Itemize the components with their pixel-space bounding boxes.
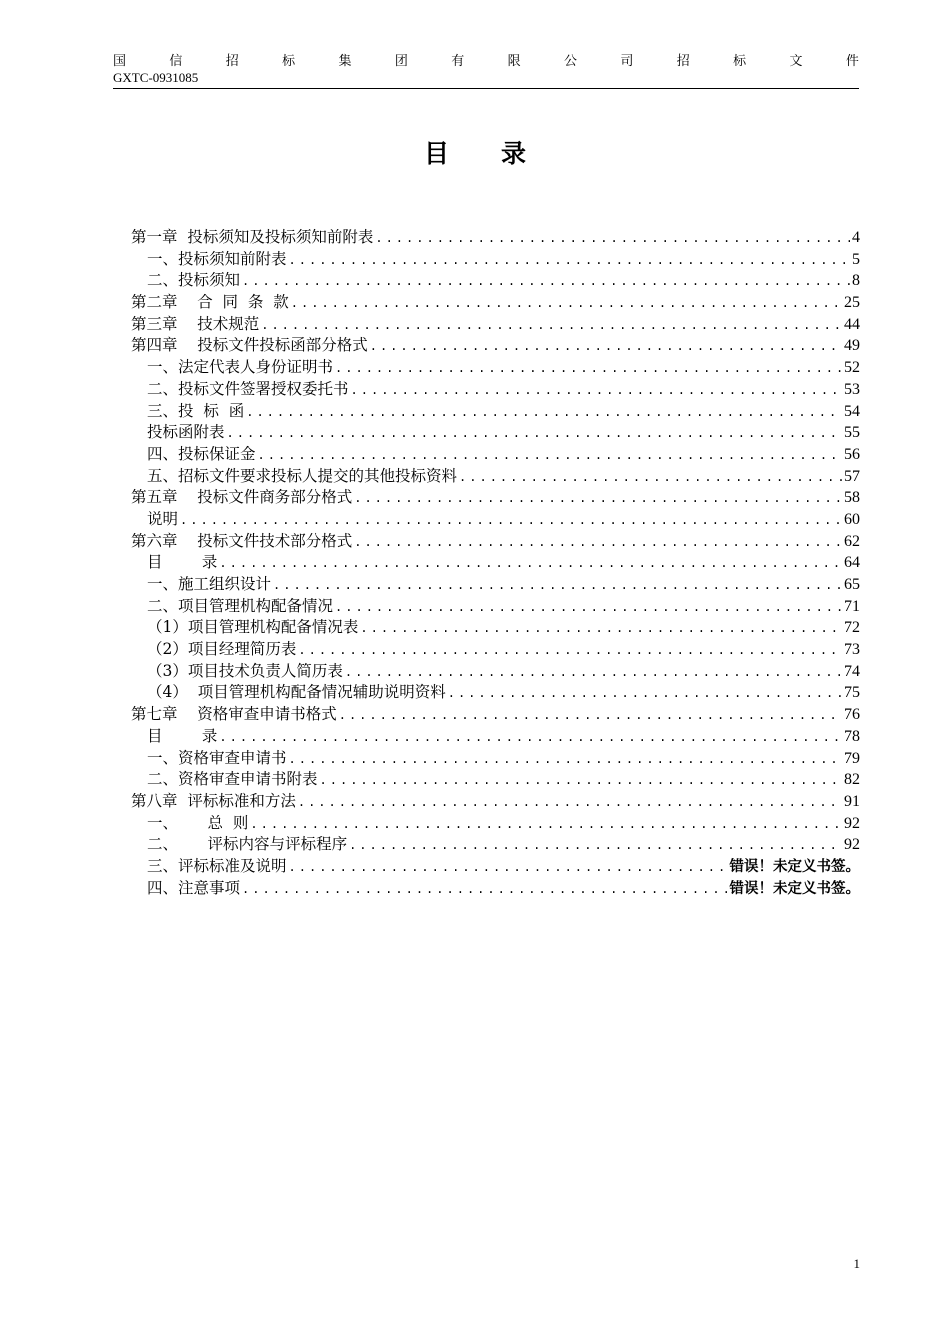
toc-page-number: 73 xyxy=(844,641,860,659)
toc-dot-leader xyxy=(354,535,842,549)
header-title-char: 国 xyxy=(113,54,127,69)
toc-page-number: 82 xyxy=(844,771,860,789)
toc-entry-title: 第一章 投标须知及投标须知前附表 xyxy=(131,228,374,246)
toc-entry-title: 一、法定代表人身份证明书 xyxy=(147,358,334,377)
toc-entry-title: （1）项目管理机构配备情况表 xyxy=(147,618,359,637)
header-title-char: 标 xyxy=(282,54,296,69)
toc-dot-leader xyxy=(180,513,842,527)
page-number: 1 xyxy=(853,1256,860,1271)
toc-entry[interactable] xyxy=(131,767,860,789)
toc-page-number: 76 xyxy=(844,706,860,724)
toc-entry[interactable] xyxy=(131,290,860,312)
table-of-contents xyxy=(131,225,860,897)
toc-dot-leader xyxy=(375,231,850,245)
toc-page-number: 44 xyxy=(844,315,860,333)
toc-entry-title: 第三章 技术规范 xyxy=(131,314,260,333)
toc-entry[interactable] xyxy=(131,637,860,659)
toc-entry-title: 三、投 标 函 xyxy=(147,401,245,420)
toc-entry[interactable] xyxy=(131,247,860,269)
toc-entry[interactable] xyxy=(131,507,860,529)
toc-page-number: 58 xyxy=(844,489,860,507)
toc-page-number: 92 xyxy=(844,814,860,832)
toc-page-number: 56 xyxy=(844,445,860,463)
toc-entry[interactable] xyxy=(131,225,860,247)
toc-dot-leader xyxy=(227,426,842,440)
toc-dot-leader xyxy=(219,556,842,570)
toc-page-number: 72 xyxy=(844,619,860,637)
toc-entry-title: 二、 评标内容与评标程序 xyxy=(147,835,348,854)
toc-page-number: 57 xyxy=(844,467,860,485)
toc-entry-title: 二、投标须知 xyxy=(147,271,241,290)
toc-entry-title: 一、投标须知前附表 xyxy=(147,249,287,268)
toc-entry[interactable] xyxy=(131,659,860,681)
header-title-char: 招 xyxy=(225,54,239,69)
toc-entry-title: 一、资格审查申请书 xyxy=(147,748,287,767)
toc-entry-title: 第六章 投标文件技术部分格式 xyxy=(131,531,353,550)
header-title-char: 件 xyxy=(845,54,859,69)
toc-dot-leader xyxy=(339,708,842,722)
toc-dot-leader xyxy=(298,795,842,809)
toc-entry[interactable] xyxy=(131,529,860,551)
toc-dot-leader xyxy=(459,470,842,484)
header-title-char: 信 xyxy=(169,54,183,69)
toc-entry[interactable] xyxy=(131,333,860,355)
toc-entry-title: 四、投标保证金 xyxy=(147,444,256,463)
header-rule xyxy=(113,88,859,89)
toc-entry-title: 二、资格审查申请书附表 xyxy=(147,770,318,789)
toc-entry-title: 第四章 投标文件投标函部分格式 xyxy=(131,336,368,355)
toc-entry[interactable] xyxy=(131,594,860,616)
toc-entry[interactable] xyxy=(131,485,860,507)
toc-error-message: 错误！未定义书签。 xyxy=(729,880,860,897)
toc-page-number: 53 xyxy=(844,380,860,398)
header-title-char: 司 xyxy=(620,54,634,69)
toc-entry-title: 一、 总 则 xyxy=(147,813,249,832)
toc-dot-leader xyxy=(289,752,842,766)
toc-page-number: 54 xyxy=(844,402,860,420)
toc-entry-title: 五、招标文件要求投标人提交的其他投标资料 xyxy=(147,466,458,485)
toc-page-number: 5 xyxy=(852,250,860,268)
header-title-char: 标 xyxy=(733,54,747,69)
toc-entry[interactable] xyxy=(131,377,860,399)
toc-entry-title: 一、施工组织设计 xyxy=(147,575,272,593)
toc-error-message: 错误！未定义书签。 xyxy=(729,858,860,875)
toc-dot-leader xyxy=(351,383,842,397)
toc-entry[interactable] xyxy=(131,789,860,811)
toc-page-number: 25 xyxy=(844,294,860,312)
page-title: 目录 xyxy=(423,139,578,168)
toc-page-number: 8 xyxy=(852,272,860,290)
toc-entry-title: 目 录 xyxy=(147,553,218,572)
toc-dot-leader xyxy=(335,361,842,375)
toc-entry-title: （3）项目技术负责人简历表 xyxy=(147,661,343,680)
toc-dot-leader xyxy=(448,686,842,700)
toc-dot-leader xyxy=(320,773,842,787)
toc-dot-leader xyxy=(298,643,842,657)
toc-entry[interactable] xyxy=(131,876,860,898)
toc-page-number: 74 xyxy=(844,662,860,680)
toc-entry[interactable] xyxy=(131,854,860,876)
toc-dot-leader xyxy=(246,405,842,419)
toc-page-number: 91 xyxy=(844,792,860,810)
toc-dot-leader xyxy=(360,621,842,635)
toc-entry[interactable] xyxy=(131,355,860,377)
header-title-char: 集 xyxy=(338,54,352,69)
toc-entry[interactable] xyxy=(131,572,860,594)
toc-entry[interactable] xyxy=(131,832,860,854)
toc-entry[interactable] xyxy=(131,746,860,768)
toc-entry-title: （2）项目经理简历表 xyxy=(147,640,297,659)
toc-page-number: 52 xyxy=(844,359,860,377)
toc-entry[interactable] xyxy=(131,615,860,637)
toc-entry[interactable] xyxy=(131,680,860,702)
toc-page-number: 55 xyxy=(844,424,860,442)
toc-entry-title: 投标函附表 xyxy=(147,423,225,442)
toc-entry-title: 二、投标文件签署授权委托书 xyxy=(147,379,349,398)
toc-dot-leader xyxy=(349,838,842,852)
toc-dot-leader xyxy=(219,730,842,744)
toc-page-number: 75 xyxy=(844,684,860,702)
toc-page-number: 64 xyxy=(844,554,860,572)
toc-dot-leader xyxy=(250,817,842,831)
toc-page-number: 4 xyxy=(852,229,860,246)
header-title-char: 招 xyxy=(676,54,690,69)
toc-dot-leader xyxy=(335,600,842,614)
toc-entry-title: 第二章 合 同 条 款 xyxy=(131,293,289,312)
toc-entry[interactable] xyxy=(131,702,860,724)
toc-entry-title: 第五章 投标文件商务部分格式 xyxy=(131,488,353,507)
toc-entry[interactable] xyxy=(131,811,860,833)
toc-entry-title: 四、注意事项 xyxy=(147,878,241,897)
toc-dot-leader xyxy=(242,882,727,896)
toc-page-number: 79 xyxy=(844,749,860,767)
toc-dot-leader xyxy=(370,339,842,353)
toc-entry-title: 三、评标标准及说明 xyxy=(147,856,287,875)
toc-dot-leader xyxy=(242,274,850,288)
toc-page-number: 60 xyxy=(844,510,860,528)
toc-entry[interactable] xyxy=(131,724,860,746)
toc-entry-title: 第七章 资格审查申请书格式 xyxy=(131,705,337,724)
toc-page-number: 78 xyxy=(844,727,860,745)
toc-entry[interactable] xyxy=(131,464,860,486)
toc-entry[interactable] xyxy=(131,420,860,442)
header-title-char: 限 xyxy=(507,54,521,69)
toc-page-number: 92 xyxy=(844,836,860,854)
header-title-char: 文 xyxy=(789,54,803,69)
header-title xyxy=(113,54,859,70)
toc-dot-leader xyxy=(289,860,728,874)
toc-entry[interactable] xyxy=(131,442,860,464)
toc-page-number: 62 xyxy=(844,532,860,550)
header-title-char: 公 xyxy=(564,54,578,69)
toc-entry[interactable] xyxy=(131,550,860,572)
toc-entry[interactable] xyxy=(131,312,860,334)
toc-entry-title: （4） 项目管理机构配备情况辅助说明资料 xyxy=(147,683,446,702)
toc-dot-leader xyxy=(345,665,842,679)
page-header xyxy=(113,54,859,86)
toc-dot-leader xyxy=(258,448,842,462)
toc-dot-leader xyxy=(289,253,850,267)
toc-dot-leader xyxy=(261,318,842,332)
header-title-char: 团 xyxy=(394,54,408,69)
toc-entry-title: 目 录 xyxy=(147,726,218,745)
toc-entry-title: 说明 xyxy=(147,509,179,528)
toc-dot-leader xyxy=(354,491,842,505)
header-document-code: GXTC-0931085 xyxy=(113,70,199,85)
toc-entry-title: 第八章 评标标准和方法 xyxy=(131,791,296,810)
toc-page-number: 65 xyxy=(844,576,860,593)
toc-dot-leader xyxy=(291,296,842,310)
toc-entry[interactable] xyxy=(131,399,860,421)
toc-page-number: 49 xyxy=(844,337,860,355)
toc-page-number: 71 xyxy=(844,597,860,615)
header-title-char: 有 xyxy=(451,54,465,69)
toc-entry-title: 二、项目管理机构配备情况 xyxy=(147,596,334,615)
toc-dot-leader xyxy=(273,578,842,592)
toc-entry[interactable] xyxy=(131,268,860,290)
